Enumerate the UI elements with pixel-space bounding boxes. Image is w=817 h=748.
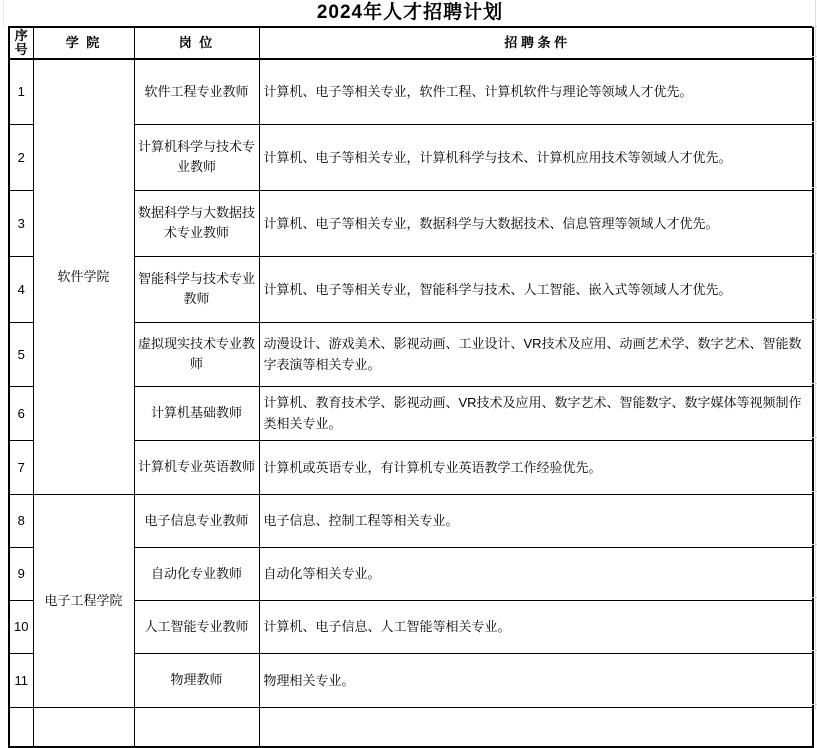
row-number-cell[interactable]	[9, 707, 33, 747]
header-row	[9, 27, 813, 59]
row-number-cell[interactable]: 9	[9, 547, 33, 600]
conditions-cell[interactable]: 计算机或英语专业，有计算机专业英语教学工作经验优先。	[259, 440, 813, 494]
row-number-cell[interactable]: 6	[9, 386, 33, 440]
row-number-cell[interactable]: 1	[9, 59, 33, 124]
sheet-gridline	[815, 0, 816, 710]
college-cell[interactable]: 电子工程学院	[33, 494, 134, 707]
sheet-gridline	[812, 26, 817, 27]
recruitment-table	[8, 26, 814, 748]
conditions-cell[interactable]: 计算机、电子等相关专业，智能科学与技术、人工智能、嵌入式等领域人才优先。	[259, 256, 813, 322]
position-cell[interactable]: 软件工程专业教师	[134, 59, 259, 124]
sheet-gridline	[3, 0, 4, 26]
header-position-cell[interactable]: 岗 位	[134, 27, 259, 59]
conditions-cell[interactable]: 计算机、电子等相关专业，数据科学与大数据技术、信息管理等领域人才优先。	[259, 190, 813, 256]
header-no-cell[interactable]: 序号	[9, 27, 33, 59]
sheet-gridline	[812, 650, 817, 651]
header-conditions-cell[interactable]: 招 聘 条 件	[259, 27, 813, 59]
row-number-cell[interactable]: 11	[9, 653, 33, 707]
conditions-cell[interactable]: 计算机、电子信息、人工智能等相关专业。	[259, 600, 813, 653]
conditions-cell[interactable]: 动漫设计、游戏美术、影视动画、工业设计、VR技术及应用、动画艺术学、数字艺术、智能数字表演等相关专业。	[259, 322, 813, 386]
sheet-gridline	[812, 383, 817, 384]
row-number-cell[interactable]: 10	[9, 600, 33, 653]
sheet-gridline	[812, 437, 817, 438]
position-cell[interactable]: 电子信息专业教师	[134, 494, 259, 547]
sheet-gridline	[812, 121, 817, 122]
position-cell[interactable]: 物理教师	[134, 653, 259, 707]
table-row	[9, 494, 813, 547]
position-cell[interactable]: 计算机基础教师	[134, 386, 259, 440]
row-number-cell[interactable]: 3	[9, 190, 33, 256]
conditions-cell[interactable]: 物理相关专业。	[259, 653, 813, 707]
table-row	[9, 707, 813, 747]
position-cell[interactable]: 智能科学与技术专业教师	[134, 256, 259, 322]
row-number-cell[interactable]: 4	[9, 256, 33, 322]
sheet-gridline	[812, 544, 817, 545]
position-cell[interactable]: 计算机科学与技术专业教师	[134, 124, 259, 190]
row-number-cell[interactable]: 8	[9, 494, 33, 547]
college-cell[interactable]: 软件学院	[33, 59, 134, 494]
conditions-cell[interactable]	[259, 707, 813, 747]
table-body	[9, 59, 813, 747]
conditions-cell[interactable]: 计算机、电子等相关专业，计算机科学与技术、计算机应用技术等领域人才优先。	[259, 124, 813, 190]
conditions-cell[interactable]: 自动化等相关专业。	[259, 547, 813, 600]
page-title: 2024年人才招聘计划	[316, 2, 504, 23]
conditions-cell[interactable]: 计算机、电子等相关专业，软件工程、计算机软件与理论等领域人才优先。	[259, 59, 813, 124]
sheet-gridline	[812, 56, 817, 57]
position-cell[interactable]: 计算机专业英语教师	[134, 440, 259, 494]
header-college-cell[interactable]: 学 院	[33, 27, 134, 59]
sheet-gridline	[812, 319, 817, 320]
conditions-cell[interactable]: 计算机、教育技术学、影视动画、VR技术及应用、数字艺术、智能数字、数字媒体等视频制作类相关专业。	[259, 386, 813, 440]
conditions-cell[interactable]: 电子信息、控制工程等相关专业。	[259, 494, 813, 547]
row-number-cell[interactable]: 2	[9, 124, 33, 190]
row-number-cell[interactable]: 5	[9, 322, 33, 386]
position-cell[interactable]: 人工智能专业教师	[134, 600, 259, 653]
sheet-gridline	[812, 187, 817, 188]
sheet-gridline	[812, 253, 817, 254]
position-cell[interactable]	[134, 707, 259, 747]
row-number-cell[interactable]: 7	[9, 440, 33, 494]
college-cell[interactable]	[33, 707, 134, 747]
sheet-gridline	[812, 704, 817, 705]
position-cell[interactable]: 自动化专业教师	[134, 547, 259, 600]
table-row	[9, 59, 813, 124]
position-cell[interactable]: 数据科学与大数据技术专业教师	[134, 190, 259, 256]
position-cell[interactable]: 虚拟现实技术专业教师	[134, 322, 259, 386]
sheet-gridline	[812, 597, 817, 598]
sheet-gridline	[812, 491, 817, 492]
